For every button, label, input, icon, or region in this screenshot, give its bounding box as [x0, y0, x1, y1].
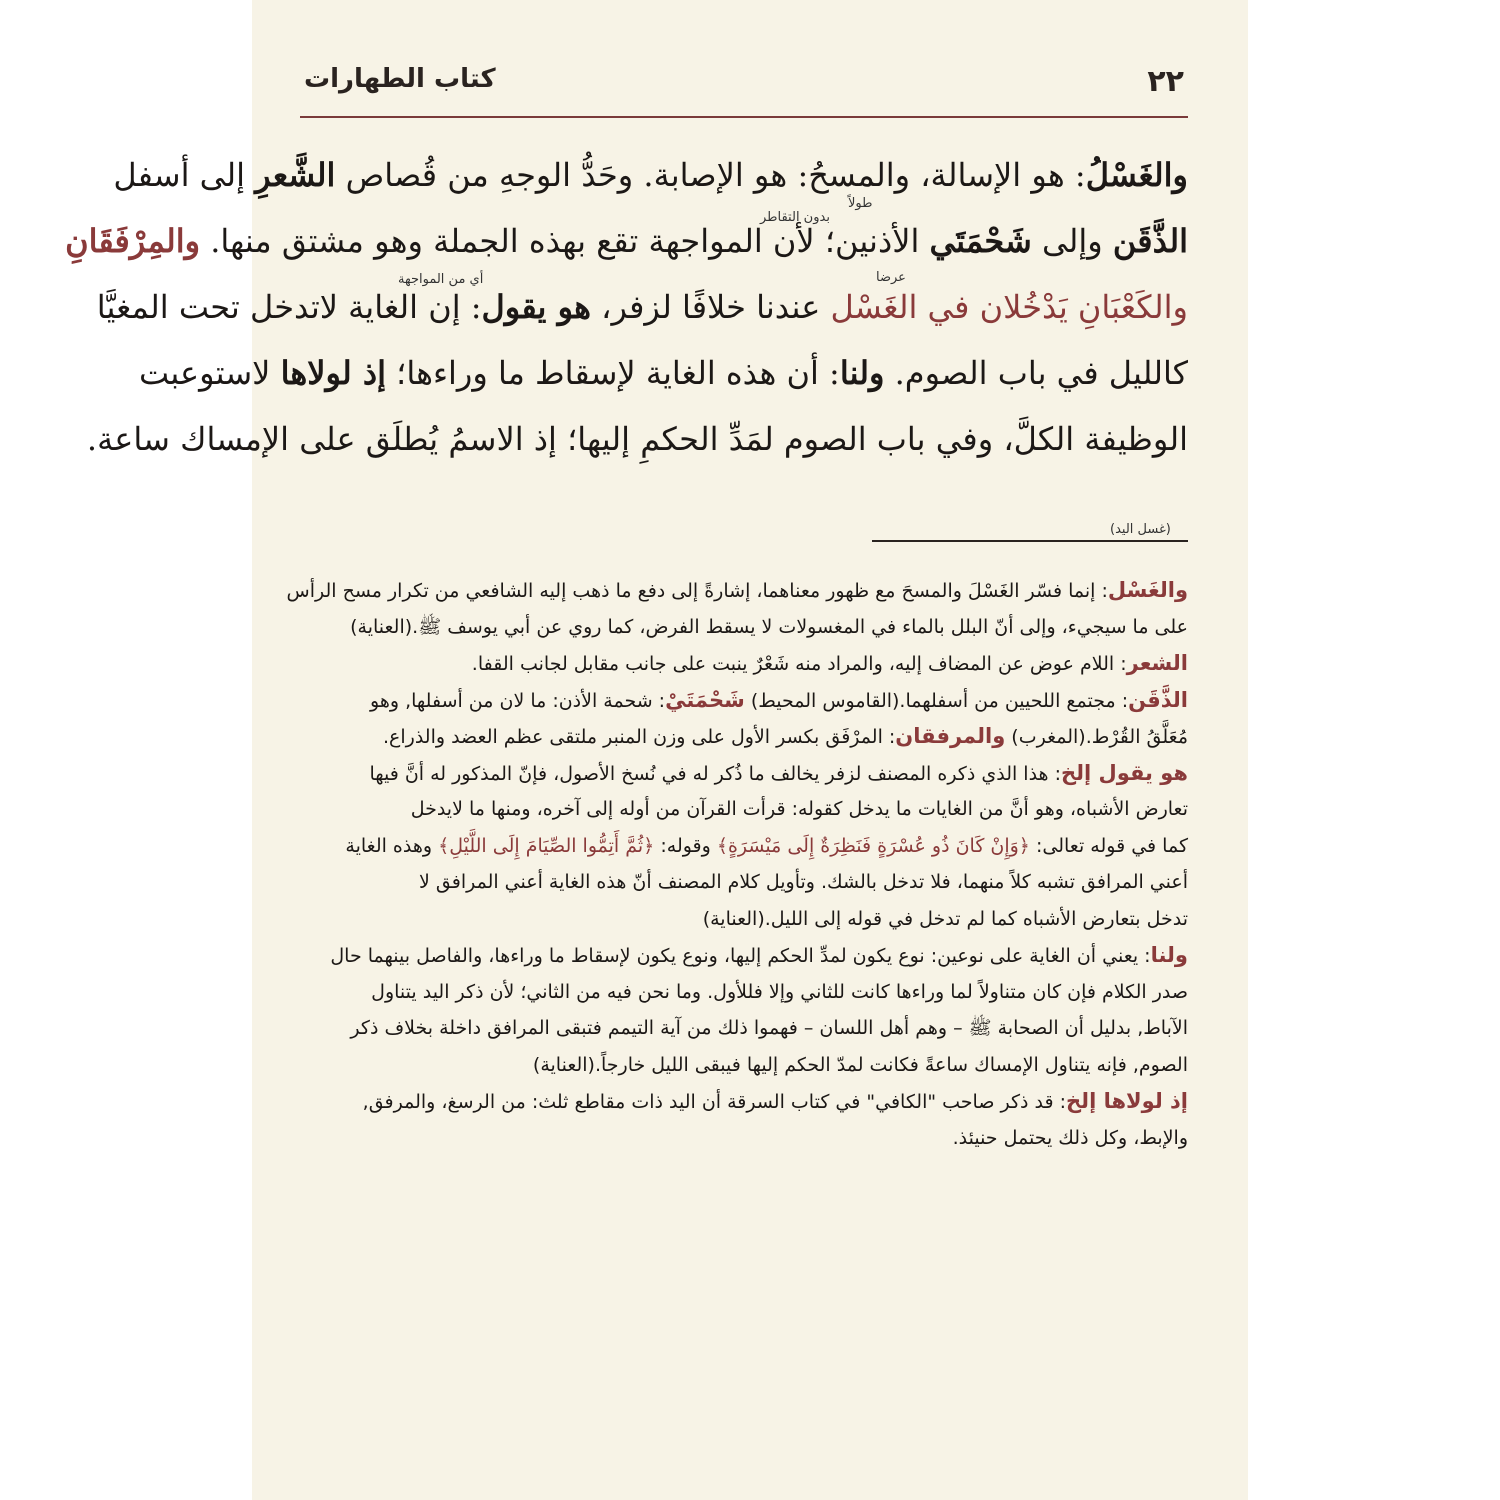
main-text-line: [65, 208, 1188, 274]
text-run: والإبط، وكل ذلك يحتمل حنيئذ.: [952, 1126, 1188, 1149]
commentary-line: [300, 645, 1188, 682]
headword: شَحْمَتَي: [929, 222, 1032, 260]
text-run: : هو الإسالة، والمسحُ: هو الإصابة. وحَدُّ الوجهِ من: [437, 156, 1086, 194]
gloss-ghasl-alyad: (غسل اليد): [1110, 522, 1171, 537]
commentary-line: [300, 1120, 1188, 1157]
headword: الشعر: [1126, 651, 1188, 675]
headword: ولنا: [839, 354, 885, 392]
headword: إذ لولاها: [280, 354, 386, 392]
text-run: : مجتمع اللحيين من أسفلهما.(القاموس المحيط): [744, 689, 1129, 712]
commentary-line: [300, 682, 1188, 719]
text-run: : يعني أن الغاية على نوعين: نوع يكون لمدِّ الحكم إليها، ونوع يكون لإسقاط ما وراءها، والفاصل بينهما حال: [330, 945, 1151, 967]
headword: الشَّعرِ: [255, 156, 336, 194]
commentary-line: [300, 1083, 1188, 1120]
text-run: أعني المرافق تشبه كلاً منهما، فلا تدخل بالشك. وتأويل كلام المصنف أنّ هذه الغاية أعني المرافق لا: [419, 871, 1188, 893]
headword: هو يقول: [481, 288, 591, 326]
headword: والغَسْل: [1107, 578, 1188, 602]
text-run: : قد ذكر صاحب "الكافي" في كتاب السرقة أن اليد ذات مقاطع ثلث: من الرسغ، والمرفق,: [362, 1091, 1067, 1113]
text-run: وهذه الغاية: [345, 834, 439, 857]
page-header: [300, 62, 1188, 108]
text-run: تدخل بتعارض الأشباه كما لم تدخل في قوله إلى الليل.(العناية): [702, 907, 1188, 930]
main-text-line: [138, 340, 1188, 406]
main-text: [65, 142, 1188, 472]
text-run: : إن الغاية لاتدخل تحت المغيَّا: [96, 288, 482, 326]
text-run: عندنا خلافًا لزفر،: [590, 288, 831, 326]
headword: شَحْمَتَيْ: [665, 687, 745, 712]
text-run: : أن هذه الغاية لإسقاط ما وراءها؛: [386, 354, 840, 392]
text-run: الأذنين؛ لأن المواجهة تقع بهذه الجملة وهو مشتق منها.: [200, 222, 930, 260]
gloss-ardan: عرضا: [876, 270, 906, 285]
text-run: تعارض الأشباه، وهو أنَّ من الغايات ما يدخل كقوله: قرأت القرآن من أوله إلى آخره، ومنها ما لايدخل: [410, 798, 1188, 820]
text-run: إلى أسفل: [113, 156, 256, 194]
commentary: [286, 572, 1188, 1156]
main-text-line: [113, 142, 1188, 208]
headword: الذَّقَن: [1112, 222, 1188, 260]
quran-verse: ﴿وَإِنْ كَانَ ذُو عُسْرَةٍ فَنَظِرَةٌ إِلَى مَيْسَرَةٍ﴾: [716, 834, 1030, 857]
headword: والكَعْبَانِ يَدْخُلان في الغَسْل: [830, 288, 1188, 326]
quran-verse: ﴿ثُمَّ أَتِمُّوا الصِّيَامَ إِلَى اللَّيْلِ﴾: [438, 834, 655, 857]
commentary-line: [300, 718, 1188, 755]
text-run: قُصاص: [335, 156, 438, 194]
text-run: الآباط, بدليل أن الصحابة ﷺ – وهم أهل اللسان – فهموا ذلك من آية التيمم فتبقى المرافق داخلة بخلاف ذكر: [350, 1017, 1188, 1039]
commentary-line: [300, 1010, 1188, 1047]
commentary-line: [300, 791, 1188, 828]
text-run: كالليل في باب الصوم.: [884, 354, 1188, 392]
text-run: على ما سيجيء، وإلى أنّ البلل بالماء في المغسولات لا يسقط الفرض، كما روي عن أبي يوسف ﷺ.(العناية): [350, 615, 1188, 638]
headword: إذ لولاها إلخ: [1066, 1089, 1188, 1113]
commentary-line: [300, 828, 1188, 865]
headword: هو يقول إلخ: [1061, 760, 1188, 785]
header-divider: [300, 116, 1188, 118]
text-run: الصوم, فإنه يتناول الإمساك ساعةً فكانت لمدّ الحكم إليها فيبقى الليل خارجاً.(العناية): [532, 1053, 1188, 1076]
gloss-ay-min-almuwajaha: أي من المواجهة: [398, 272, 484, 287]
headword: ولنا: [1150, 943, 1188, 967]
headword: والمرفقان: [895, 724, 1006, 748]
headword: الذَّقَن: [1128, 687, 1188, 712]
headword: والغَسْلُ: [1085, 156, 1188, 194]
commentary-line: [300, 609, 1188, 646]
footnote-divider: [872, 540, 1188, 542]
text-run: لاستوعبت: [138, 354, 281, 392]
running-title: كتاب الطهارات: [304, 64, 496, 94]
text-run: : المرْفَق بكسر الأول على وزن المنبر ملتقى عظم العضد والذراع.: [383, 726, 896, 748]
text-run: مُعَلَّقُ القُرْط.(المغرب): [1005, 726, 1188, 748]
text-run: الوظيفة الكلَّ، وفي باب الصوم لمَدِّ الحكمِ إليها؛ إذ الاسمُ يُطلَق على الإمساك ساعة.: [86, 420, 1188, 458]
commentary-line: [300, 1047, 1188, 1084]
text-run: : اللام عوض عن المضاف إليه، والمراد منه شَعْرٌ ينبت على جانب مقابل لجانب القفا.: [471, 653, 1127, 675]
text-run: : إنما فسّر الغَسْلَ والمسحَ مع ظهور معناهما، إشارةً إلى دفع ما ذهب إليه الشافعي من تكرار مسح الرأس: [286, 580, 1108, 602]
commentary-line: [300, 901, 1188, 938]
page-number: ٢٢: [1147, 64, 1184, 99]
gloss-bidun-altaqatur: بدون التقاطر: [760, 210, 830, 225]
text-run: وإلى: [1031, 222, 1113, 260]
main-text-line: [86, 406, 1188, 472]
commentary-line: [300, 974, 1188, 1011]
text-run: صدر الكلام فإن كان متناولاً لما وراءها كانت للثاني وإلا فللأول. وما نحن فيه من الثاني؛ لأن ذكر اليد يتناول: [371, 980, 1188, 1003]
headword: والمِرْفَقَانِ: [65, 222, 201, 260]
gloss-tulan: طولاً: [848, 196, 873, 211]
commentary-line: [286, 572, 1188, 609]
text-run: كما في قوله تعالى:: [1029, 834, 1188, 857]
text-run: وقوله:: [654, 834, 717, 857]
commentary-line: [300, 864, 1188, 901]
commentary-line: [300, 755, 1188, 792]
commentary-line: [300, 937, 1188, 974]
text-run: : شحمة الأذن: ما لان من أسفلها, وهو: [370, 689, 666, 712]
text-run: : هذا الذي ذكره المصنف لزفر يخالف ما ذُكر له في نُسخ الأصول، فإنّ المذكور له أنَّ فيها: [369, 762, 1062, 785]
